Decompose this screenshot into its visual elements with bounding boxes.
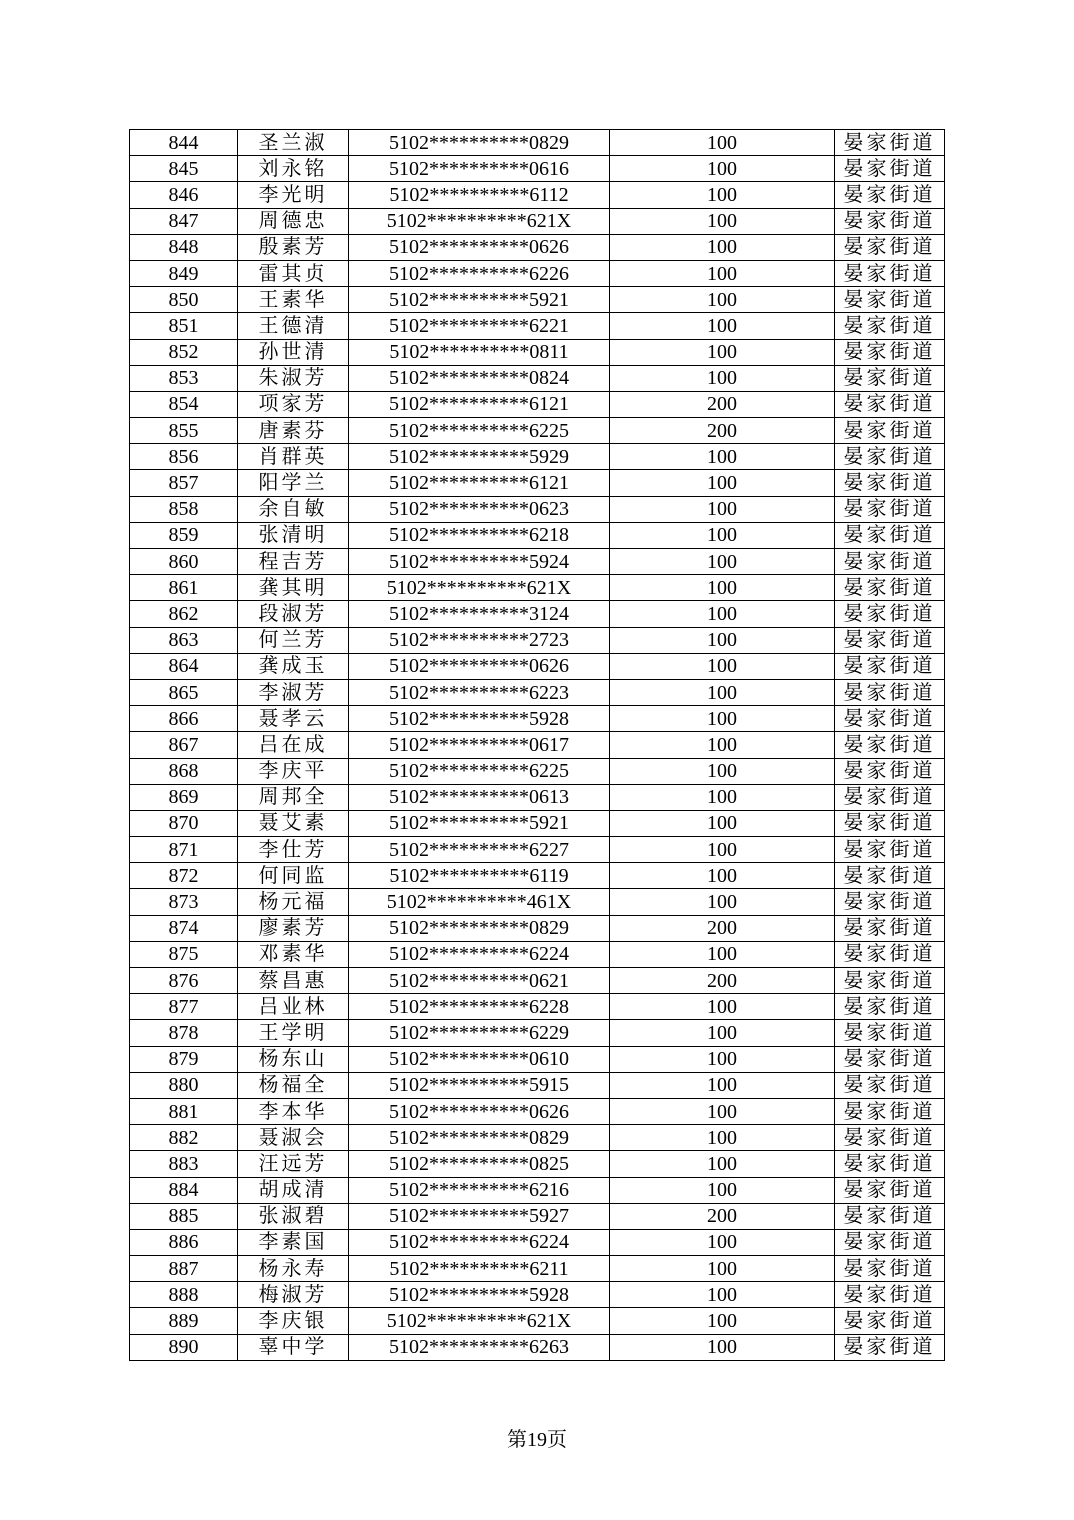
amount-cell: 100	[610, 1282, 835, 1308]
street-cell: 晏家街道	[835, 810, 945, 836]
street-cell: 晏家街道	[835, 863, 945, 889]
row-index-cell: 850	[130, 287, 238, 313]
street-cell: 晏家街道	[835, 287, 945, 313]
amount-cell: 100	[610, 182, 835, 208]
name-cell: 邓素华	[238, 941, 349, 967]
id-number-cell: 5102**********0829	[349, 130, 610, 156]
name-cell: 王德清	[238, 313, 349, 339]
table-row	[130, 968, 945, 994]
table-row	[130, 679, 945, 705]
id-number-cell: 5102**********5928	[349, 706, 610, 732]
amount-cell: 200	[610, 391, 835, 417]
street-cell: 晏家街道	[835, 1020, 945, 1046]
amount-cell: 100	[610, 837, 835, 863]
street-cell: 晏家街道	[835, 758, 945, 784]
table-row	[130, 1072, 945, 1098]
id-number-cell: 5102**********6226	[349, 260, 610, 286]
table-row	[130, 653, 945, 679]
amount-cell: 100	[610, 1308, 835, 1334]
row-index-cell: 874	[130, 915, 238, 941]
amount-cell: 100	[610, 653, 835, 679]
street-cell: 晏家街道	[835, 1125, 945, 1151]
id-number-cell: 5102**********6263	[349, 1334, 610, 1360]
id-number-cell: 5102**********6224	[349, 1229, 610, 1255]
id-number-cell: 5102**********6121	[349, 470, 610, 496]
id-number-cell: 5102**********6224	[349, 941, 610, 967]
name-cell: 何同监	[238, 863, 349, 889]
street-cell: 晏家街道	[835, 627, 945, 653]
id-number-cell: 5102**********0811	[349, 339, 610, 365]
amount-cell: 100	[610, 810, 835, 836]
id-number-cell: 5102**********5928	[349, 1282, 610, 1308]
street-cell: 晏家街道	[835, 837, 945, 863]
name-cell: 聂艾素	[238, 810, 349, 836]
row-index-cell: 852	[130, 339, 238, 365]
row-index-cell: 853	[130, 365, 238, 391]
id-number-cell: 5102**********2723	[349, 627, 610, 653]
name-cell: 聂淑会	[238, 1125, 349, 1151]
row-index-cell: 857	[130, 470, 238, 496]
row-index-cell: 867	[130, 732, 238, 758]
name-cell: 余自敏	[238, 496, 349, 522]
id-number-cell: 5102**********5929	[349, 444, 610, 470]
amount-cell: 100	[610, 130, 835, 156]
table-row	[130, 758, 945, 784]
row-index-cell: 884	[130, 1177, 238, 1203]
table-row	[130, 1046, 945, 1072]
id-number-cell: 5102**********6225	[349, 758, 610, 784]
table-row	[130, 1098, 945, 1124]
table-row	[130, 1334, 945, 1360]
row-index-cell: 851	[130, 313, 238, 339]
id-number-cell: 5102**********0829	[349, 915, 610, 941]
amount-cell: 100	[610, 1046, 835, 1072]
street-cell: 晏家街道	[835, 706, 945, 732]
amount-cell: 100	[610, 1229, 835, 1255]
street-cell: 晏家街道	[835, 1256, 945, 1282]
table-row	[130, 444, 945, 470]
row-index-cell: 865	[130, 679, 238, 705]
amount-cell: 200	[610, 915, 835, 941]
id-number-cell: 5102**********0626	[349, 653, 610, 679]
row-index-cell: 876	[130, 968, 238, 994]
name-cell: 李庆银	[238, 1308, 349, 1334]
street-cell: 晏家街道	[835, 365, 945, 391]
id-number-cell: 5102**********5921	[349, 287, 610, 313]
name-cell: 李光明	[238, 182, 349, 208]
id-number-cell: 5102**********0616	[349, 156, 610, 182]
name-cell: 聂孝云	[238, 706, 349, 732]
name-cell: 杨永寿	[238, 1256, 349, 1282]
name-cell: 胡成清	[238, 1177, 349, 1203]
amount-cell: 100	[610, 339, 835, 365]
table-row	[130, 208, 945, 234]
row-index-cell: 882	[130, 1125, 238, 1151]
id-number-cell: 5102**********0825	[349, 1151, 610, 1177]
amount-cell: 100	[610, 601, 835, 627]
name-cell: 李素国	[238, 1229, 349, 1255]
name-cell: 朱淑芳	[238, 365, 349, 391]
street-cell: 晏家街道	[835, 522, 945, 548]
amount-cell: 100	[610, 1334, 835, 1360]
table-row	[130, 837, 945, 863]
amount-cell: 100	[610, 156, 835, 182]
row-index-cell: 870	[130, 810, 238, 836]
amount-cell: 200	[610, 1203, 835, 1229]
table-row	[130, 130, 945, 156]
row-index-cell: 848	[130, 234, 238, 260]
row-index-cell: 844	[130, 130, 238, 156]
street-cell: 晏家街道	[835, 1151, 945, 1177]
row-index-cell: 889	[130, 1308, 238, 1334]
street-cell: 晏家街道	[835, 234, 945, 260]
id-number-cell: 5102**********6223	[349, 679, 610, 705]
street-cell: 晏家街道	[835, 1098, 945, 1124]
table-row	[130, 365, 945, 391]
street-cell: 晏家街道	[835, 444, 945, 470]
street-cell: 晏家街道	[835, 968, 945, 994]
name-cell: 杨福全	[238, 1072, 349, 1098]
name-cell: 汪远芳	[238, 1151, 349, 1177]
amount-cell: 100	[610, 706, 835, 732]
id-number-cell: 5102**********5924	[349, 549, 610, 575]
street-cell: 晏家街道	[835, 496, 945, 522]
row-index-cell: 881	[130, 1098, 238, 1124]
table-row	[130, 156, 945, 182]
name-cell: 张淑碧	[238, 1203, 349, 1229]
row-index-cell: 879	[130, 1046, 238, 1072]
table-row	[130, 706, 945, 732]
table-row	[130, 784, 945, 810]
name-cell: 龚成玉	[238, 653, 349, 679]
street-cell: 晏家街道	[835, 1229, 945, 1255]
row-index-cell: 888	[130, 1282, 238, 1308]
table-row	[130, 1020, 945, 1046]
amount-cell: 100	[610, 1177, 835, 1203]
table-row	[130, 313, 945, 339]
name-cell: 吕业林	[238, 994, 349, 1020]
name-cell: 肖群英	[238, 444, 349, 470]
amount-cell: 100	[610, 549, 835, 575]
amount-cell: 100	[610, 208, 835, 234]
table-row	[130, 549, 945, 575]
street-cell: 晏家街道	[835, 1282, 945, 1308]
id-number-cell: 5102**********0613	[349, 784, 610, 810]
name-cell: 龚其明	[238, 575, 349, 601]
amount-cell: 100	[610, 1125, 835, 1151]
id-number-cell: 5102**********621X	[349, 1308, 610, 1334]
amount-cell: 100	[610, 994, 835, 1020]
row-index-cell: 859	[130, 522, 238, 548]
row-index-cell: 855	[130, 418, 238, 444]
table-row	[130, 496, 945, 522]
id-number-cell: 5102**********0617	[349, 732, 610, 758]
id-number-cell: 5102**********6216	[349, 1177, 610, 1203]
row-index-cell: 862	[130, 601, 238, 627]
amount-cell: 100	[610, 575, 835, 601]
table-row	[130, 182, 945, 208]
name-cell: 李仕芳	[238, 837, 349, 863]
amount-cell: 100	[610, 941, 835, 967]
row-index-cell: 854	[130, 391, 238, 417]
table-row	[130, 1282, 945, 1308]
amount-cell: 100	[610, 496, 835, 522]
name-cell: 程吉芳	[238, 549, 349, 575]
street-cell: 晏家街道	[835, 1203, 945, 1229]
amount-cell: 100	[610, 1098, 835, 1124]
table-row	[130, 889, 945, 915]
row-index-cell: 878	[130, 1020, 238, 1046]
subsidy-list-table	[129, 129, 945, 1361]
id-number-cell: 5102**********0829	[349, 1125, 610, 1151]
table-row	[130, 810, 945, 836]
name-cell: 蔡昌惠	[238, 968, 349, 994]
row-index-cell: 886	[130, 1229, 238, 1255]
name-cell: 孙世清	[238, 339, 349, 365]
name-cell: 梅淑芳	[238, 1282, 349, 1308]
name-cell: 王学明	[238, 1020, 349, 1046]
table-row	[130, 575, 945, 601]
row-index-cell: 856	[130, 444, 238, 470]
table-row	[130, 1203, 945, 1229]
row-index-cell: 872	[130, 863, 238, 889]
table-row	[130, 1256, 945, 1282]
table-row	[130, 941, 945, 967]
name-cell: 周邦全	[238, 784, 349, 810]
amount-cell: 200	[610, 418, 835, 444]
name-cell: 周德忠	[238, 208, 349, 234]
street-cell: 晏家街道	[835, 1046, 945, 1072]
street-cell: 晏家街道	[835, 549, 945, 575]
id-number-cell: 5102**********0626	[349, 1098, 610, 1124]
street-cell: 晏家街道	[835, 130, 945, 156]
row-index-cell: 890	[130, 1334, 238, 1360]
id-number-cell: 5102**********5915	[349, 1072, 610, 1098]
id-number-cell: 5102**********6225	[349, 418, 610, 444]
amount-cell: 100	[610, 784, 835, 810]
table-row	[130, 863, 945, 889]
street-cell: 晏家街道	[835, 156, 945, 182]
amount-cell: 100	[610, 234, 835, 260]
table-row	[130, 915, 945, 941]
name-cell: 段淑芳	[238, 601, 349, 627]
id-number-cell: 5102**********621X	[349, 575, 610, 601]
amount-cell: 100	[610, 470, 835, 496]
amount-cell: 100	[610, 287, 835, 313]
row-index-cell: 866	[130, 706, 238, 732]
street-cell: 晏家街道	[835, 575, 945, 601]
amount-cell: 100	[610, 758, 835, 784]
table-row	[130, 1125, 945, 1151]
row-index-cell: 868	[130, 758, 238, 784]
table-row	[130, 1177, 945, 1203]
page-number: 第19页	[507, 1429, 567, 1451]
row-index-cell: 864	[130, 653, 238, 679]
table-row	[130, 391, 945, 417]
table-row	[130, 522, 945, 548]
id-number-cell: 5102**********0621	[349, 968, 610, 994]
amount-cell: 100	[610, 1072, 835, 1098]
name-cell: 李淑芳	[238, 679, 349, 705]
street-cell: 晏家街道	[835, 994, 945, 1020]
street-cell: 晏家街道	[835, 679, 945, 705]
amount-cell: 100	[610, 1256, 835, 1282]
id-number-cell: 5102**********6119	[349, 863, 610, 889]
row-index-cell: 873	[130, 889, 238, 915]
amount-cell: 100	[610, 313, 835, 339]
name-cell: 辜中学	[238, 1334, 349, 1360]
table-row	[130, 234, 945, 260]
id-number-cell: 5102**********461X	[349, 889, 610, 915]
amount-cell: 100	[610, 627, 835, 653]
name-cell: 阳学兰	[238, 470, 349, 496]
id-number-cell: 5102**********0623	[349, 496, 610, 522]
id-number-cell: 5102**********0626	[349, 234, 610, 260]
id-number-cell: 5102**********6121	[349, 391, 610, 417]
name-cell: 张清明	[238, 522, 349, 548]
table-row	[130, 287, 945, 313]
table-row	[130, 470, 945, 496]
street-cell: 晏家街道	[835, 339, 945, 365]
row-index-cell: 877	[130, 994, 238, 1020]
street-cell: 晏家街道	[835, 601, 945, 627]
row-index-cell: 887	[130, 1256, 238, 1282]
street-cell: 晏家街道	[835, 470, 945, 496]
row-index-cell: 847	[130, 208, 238, 234]
amount-cell: 100	[610, 365, 835, 391]
table-row	[130, 418, 945, 444]
row-index-cell: 880	[130, 1072, 238, 1098]
id-number-cell: 5102**********0824	[349, 365, 610, 391]
name-cell: 杨元福	[238, 889, 349, 915]
name-cell: 刘永铭	[238, 156, 349, 182]
street-cell: 晏家街道	[835, 208, 945, 234]
row-index-cell: 858	[130, 496, 238, 522]
id-number-cell: 5102**********6228	[349, 994, 610, 1020]
street-cell: 晏家街道	[835, 260, 945, 286]
amount-cell: 200	[610, 968, 835, 994]
name-cell: 杨东山	[238, 1046, 349, 1072]
street-cell: 晏家街道	[835, 653, 945, 679]
row-index-cell: 860	[130, 549, 238, 575]
street-cell: 晏家街道	[835, 391, 945, 417]
row-index-cell: 869	[130, 784, 238, 810]
street-cell: 晏家街道	[835, 732, 945, 758]
name-cell: 李庆平	[238, 758, 349, 784]
street-cell: 晏家街道	[835, 915, 945, 941]
street-cell: 晏家街道	[835, 784, 945, 810]
amount-cell: 100	[610, 260, 835, 286]
row-index-cell: 885	[130, 1203, 238, 1229]
id-number-cell: 5102**********5927	[349, 1203, 610, 1229]
amount-cell: 100	[610, 444, 835, 470]
id-number-cell: 5102**********6229	[349, 1020, 610, 1046]
street-cell: 晏家街道	[835, 182, 945, 208]
row-index-cell: 863	[130, 627, 238, 653]
amount-cell: 100	[610, 863, 835, 889]
amount-cell: 100	[610, 1020, 835, 1046]
street-cell: 晏家街道	[835, 1072, 945, 1098]
name-cell: 李本华	[238, 1098, 349, 1124]
row-index-cell: 875	[130, 941, 238, 967]
table-row	[130, 339, 945, 365]
row-index-cell: 849	[130, 260, 238, 286]
amount-cell: 100	[610, 522, 835, 548]
table-row	[130, 994, 945, 1020]
name-cell: 廖素芳	[238, 915, 349, 941]
name-cell: 王素华	[238, 287, 349, 313]
id-number-cell: 5102**********5921	[349, 810, 610, 836]
id-number-cell: 5102**********0610	[349, 1046, 610, 1072]
street-cell: 晏家街道	[835, 418, 945, 444]
id-number-cell: 5102**********6221	[349, 313, 610, 339]
row-index-cell: 861	[130, 575, 238, 601]
amount-cell: 100	[610, 889, 835, 915]
street-cell: 晏家街道	[835, 313, 945, 339]
name-cell: 唐素芬	[238, 418, 349, 444]
id-number-cell: 5102**********6211	[349, 1256, 610, 1282]
amount-cell: 100	[610, 679, 835, 705]
table-body	[130, 130, 945, 1361]
id-number-cell: 5102**********6112	[349, 182, 610, 208]
table-row	[130, 1229, 945, 1255]
id-number-cell: 5102**********3124	[349, 601, 610, 627]
id-number-cell: 5102**********6218	[349, 522, 610, 548]
street-cell: 晏家街道	[835, 941, 945, 967]
table-row	[130, 1151, 945, 1177]
row-index-cell: 883	[130, 1151, 238, 1177]
id-number-cell: 5102**********6227	[349, 837, 610, 863]
name-cell: 吕在成	[238, 732, 349, 758]
table-row	[130, 732, 945, 758]
name-cell: 殷素芳	[238, 234, 349, 260]
street-cell: 晏家街道	[835, 889, 945, 915]
street-cell: 晏家街道	[835, 1308, 945, 1334]
street-cell: 晏家街道	[835, 1334, 945, 1360]
table-row	[130, 601, 945, 627]
table-row	[130, 1308, 945, 1334]
row-index-cell: 871	[130, 837, 238, 863]
name-cell: 何兰芳	[238, 627, 349, 653]
name-cell: 雷其贞	[238, 260, 349, 286]
row-index-cell: 846	[130, 182, 238, 208]
name-cell: 圣兰淑	[238, 130, 349, 156]
amount-cell: 100	[610, 732, 835, 758]
street-cell: 晏家街道	[835, 1177, 945, 1203]
amount-cell: 100	[610, 1151, 835, 1177]
table-row	[130, 627, 945, 653]
name-cell: 项家芳	[238, 391, 349, 417]
row-index-cell: 845	[130, 156, 238, 182]
table-row	[130, 260, 945, 286]
id-number-cell: 5102**********621X	[349, 208, 610, 234]
